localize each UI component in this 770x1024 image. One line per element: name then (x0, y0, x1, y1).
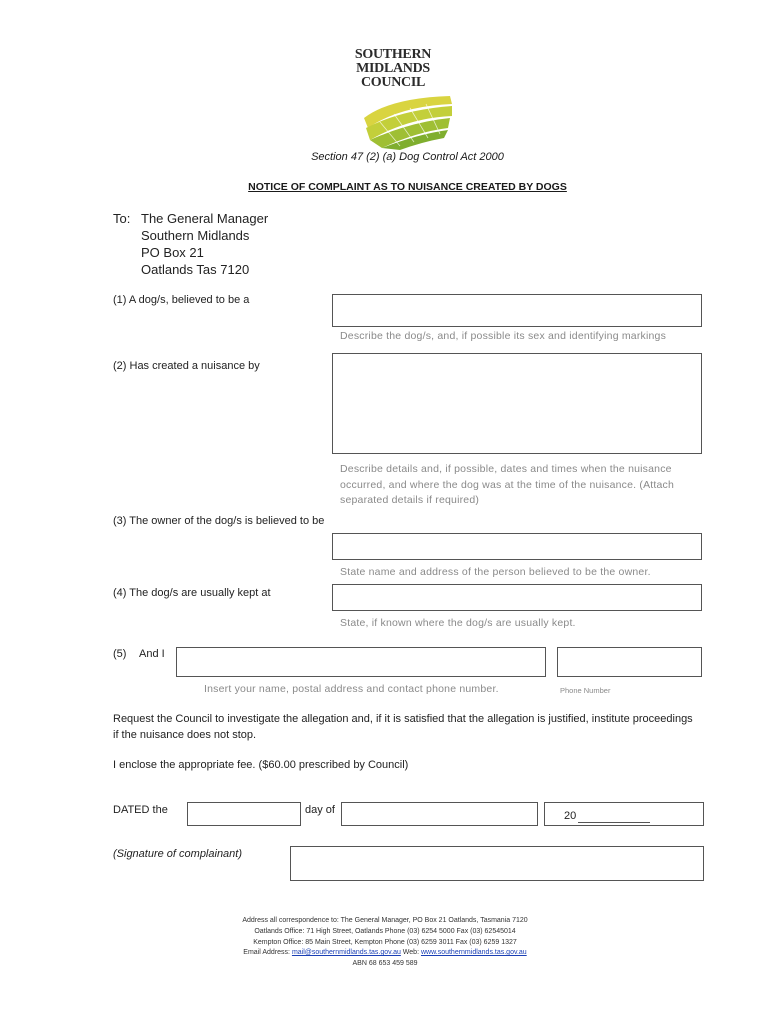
address-to: To: (113, 211, 131, 226)
q4-hint: State, if known where the dog/s are usually kept. (340, 617, 576, 629)
year-prefix: 20 (564, 810, 577, 822)
address-line-3: PO Box 21 (141, 245, 204, 260)
dated-month-field[interactable] (341, 802, 538, 826)
signature-field[interactable] (290, 846, 704, 881)
phone-number-hint: Phone Number (560, 686, 611, 695)
q5-number: (5) (113, 648, 127, 660)
q2-hint-1: Describe details and, if possible, dates and times when the nuisance (340, 463, 672, 475)
q2-hint-3: separated details if required) (340, 494, 480, 506)
q2-hint-2: occurred, and where the dog was at the time of the nuisance. (Attach (340, 479, 675, 491)
phone-number-field[interactable] (557, 647, 702, 677)
address-line-2: Southern Midlands (141, 228, 250, 243)
address-line-1: The General Manager (141, 211, 269, 226)
logo-line-2: MIDLANDS (356, 61, 430, 76)
q5-hint: Insert your name, postal address and contact phone number. (204, 683, 499, 695)
logo-line-3: COUNCIL (360, 75, 426, 90)
act-reference: Section 47 (2) (a) Dog Control Act 2000 (311, 151, 504, 163)
footer-line-3: Kempton Office: 85 Main Street, Kempton Phone (03) 6259 3011 Fax (03) 6259 1327 (253, 939, 517, 946)
dog-description-field[interactable] (332, 294, 702, 327)
footer-email-prefix: Email Address: (243, 949, 292, 956)
request-line-1: Request the Council to investigate the allegation and, if it is satisfied that the allegation is justified, institute proceedings (113, 713, 693, 725)
kept-location-field[interactable] (332, 584, 702, 611)
footer-web-prefix: Web: (400, 949, 421, 956)
q1-label: (1) A dog/s, believed to be a (113, 294, 250, 306)
dated-label: DATED the (113, 804, 168, 816)
nuisance-details-field[interactable] (332, 353, 702, 454)
q3-hint: State name and address of the person believed to be the owner. (340, 566, 651, 578)
complainant-details-field[interactable] (176, 647, 546, 677)
logo-line-1: SOUTHERN (354, 47, 432, 62)
form-title: NOTICE OF COMPLAINT AS TO NUISANCE CREATED BY DOGS (248, 181, 567, 193)
q5-label: And I (139, 648, 165, 660)
q3-label: (3) The owner of the dog/s is believed to be (113, 515, 325, 527)
email-link[interactable]: mail@southernmidlands.tas.gov.au (291, 949, 401, 956)
footer-line-2: Oatlands Office: 71 High Street, Oatlands Phone (03) 6254 5000 Fax (03) 62545014 (254, 928, 516, 935)
council-logo-graphic (360, 88, 456, 150)
owner-field[interactable] (332, 533, 702, 560)
q4-label: (4) The dog/s are usually kept at (113, 587, 271, 599)
website-link[interactable]: www.southernmidlands.tas.gov.au (420, 949, 527, 956)
address-line-4: Oatlands Tas 7120 (141, 262, 250, 277)
signature-label: (Signature of complainant) (113, 848, 243, 860)
request-line-2: if the nuisance does not stop. (113, 729, 257, 741)
q1-hint: Describe the dog/s, and, if possible its sex and identifying markings (340, 330, 667, 342)
year-underline (578, 822, 650, 823)
footer-line-1: Address all correspondence to: The General Manager, PO Box 21 Oatlands, Tasmania 7120 (242, 917, 528, 924)
footer-abn: ABN 68 653 459 589 (352, 960, 418, 967)
q2-label: (2) Has created a nuisance by (113, 360, 260, 372)
footer-contact-line (0, 948, 770, 959)
fee-statement: I enclose the appropriate fee. ($60.00 prescribed by Council) (113, 759, 409, 771)
day-of-label: day of (305, 804, 335, 816)
dated-day-field[interactable] (187, 802, 301, 826)
